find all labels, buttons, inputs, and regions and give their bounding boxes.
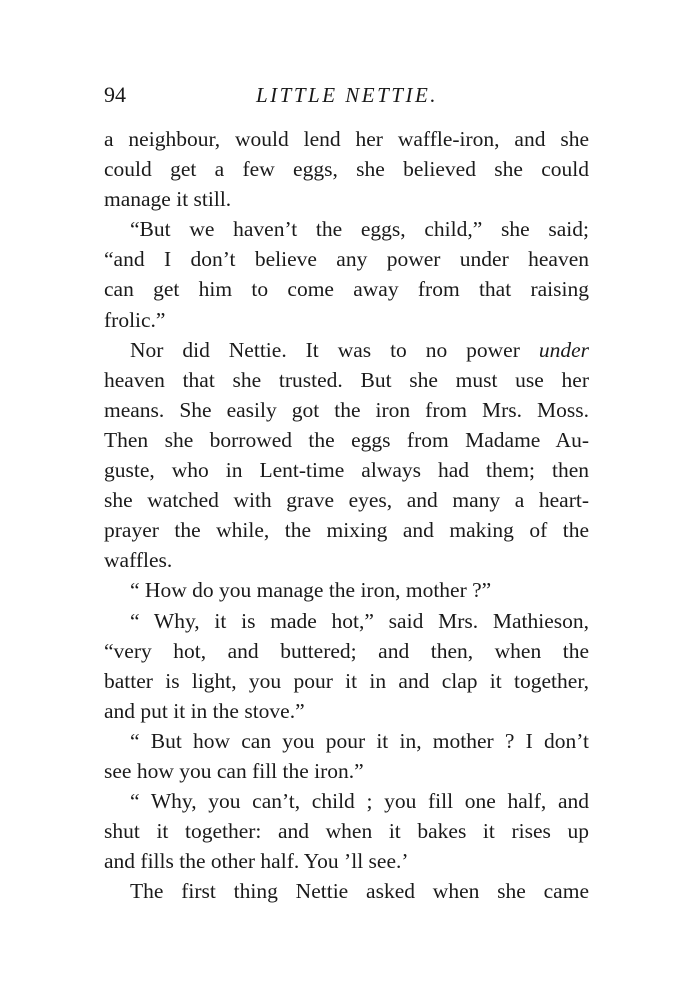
text-line: means. She easily got the iron from Mrs. Moss. bbox=[104, 397, 589, 422]
text-line: and fills the other half. You ’ll see.’ bbox=[104, 849, 409, 874]
text-line: batter is light, you pour it in and clap it together, bbox=[104, 668, 589, 693]
page-number: 94 bbox=[104, 82, 126, 107]
text-line-part: Nor did Nettie. It was to no power bbox=[130, 337, 539, 362]
running-title: LITTLE NETTIE. bbox=[256, 83, 439, 107]
text-line bbox=[104, 335, 589, 365]
text-line: frolic.” bbox=[104, 307, 166, 332]
text-line: “ But how can you pour it in, mother ? I don’t bbox=[130, 728, 589, 753]
text-line: “But we haven’t the eggs, child,” she said; bbox=[130, 217, 589, 242]
text-line: shut it together: and when it bakes it rises up bbox=[104, 819, 589, 844]
text-line: manage it still. bbox=[104, 187, 232, 212]
text-line: can get him to come away from that raising bbox=[104, 277, 589, 302]
emphasized-word: under bbox=[538, 337, 589, 362]
text-line: Then she borrowed the eggs from Madame Au- bbox=[104, 427, 589, 452]
text-line: The first thing Nettie asked when she came bbox=[130, 879, 589, 904]
text-line: waffles. bbox=[104, 548, 173, 573]
text-line: “ How do you manage the iron, mother ?” bbox=[130, 578, 492, 603]
text-line: “ Why, it is made hot,” said Mrs. Mathieson, bbox=[130, 608, 589, 633]
text-line: heaven that she trusted. But she must use her bbox=[104, 367, 589, 392]
text-line: prayer the while, the mixing and making of the bbox=[104, 518, 589, 543]
text-body bbox=[104, 124, 589, 906]
text-line: a neighbour, would lend her waffle-iron, and she bbox=[104, 127, 589, 151]
text-line: she watched with grave eyes, and many a heart- bbox=[104, 488, 589, 513]
text-line: “and I don’t believe any power under heaven bbox=[104, 247, 589, 272]
text-line: see how you can fill the iron.” bbox=[104, 758, 364, 783]
text-line: guste, who in Lent-time always had them; then bbox=[104, 458, 589, 483]
page-header bbox=[104, 78, 589, 112]
text-line: and put it in the stove.” bbox=[104, 698, 305, 723]
text-line: “very hot, and buttered; and then, when the bbox=[104, 638, 589, 663]
text-line: could get a few eggs, she believed she could bbox=[104, 157, 589, 182]
text-line: “ Why, you can’t, child ; you fill one half, and bbox=[130, 789, 589, 814]
